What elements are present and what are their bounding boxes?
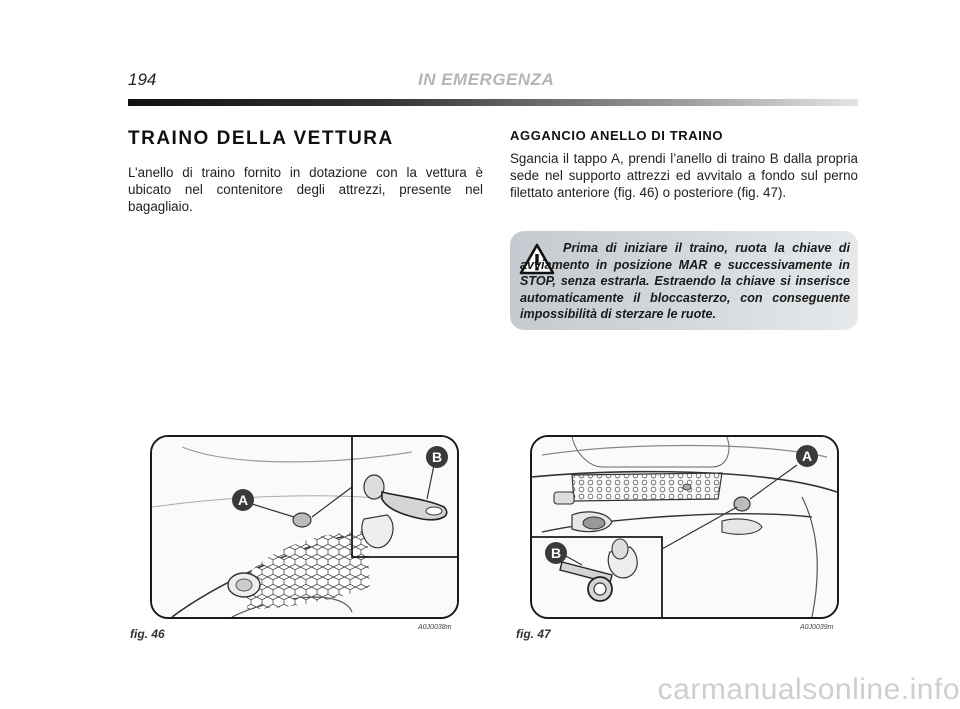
figure-47-label: fig. 47	[516, 627, 551, 641]
warning-text: Prima di iniziare il traino, ruota la chiave di avviamento in posizione MAR e successivamente in STOP, senza estrarla. Estraendo la chiave si inserisce automaticamente il bloccasterzo, con conseguente impossibilità di sterzare le ruote.	[520, 241, 850, 322]
callout-a-fig47: A	[801, 448, 813, 464]
figure-46	[150, 435, 459, 619]
intro-paragraph: L’anello di traino fornito in dotazione con la vettura è ubicato nel contenitore degli attrezzi, presente nel bagagliaio.	[128, 165, 483, 214]
header-rule	[128, 99, 858, 106]
figure-46-code: A0J0038m	[418, 624, 452, 631]
callout-b-fig47: B	[550, 545, 562, 561]
figure-47-code: A0J0039m	[800, 624, 834, 631]
warning-box	[510, 231, 858, 330]
callout-b-fig46: B	[431, 449, 443, 465]
figure-47	[530, 435, 839, 619]
watermark: carmanualsonline.info	[657, 673, 960, 706]
instructions-paragraph: Sgancia il tappo A, prendi l’anello di traino B dalla propria sede nel supporto attrezzi ed avvitalo a fondo sul perno filettato anteriore (fig. 46) o posteriore (fig. 47).	[510, 151, 858, 200]
figure-46-label: fig. 46	[130, 627, 165, 641]
page-number: 194	[128, 70, 157, 89]
subsection-title: AGGANCIO ANELLO DI TRAINO	[510, 128, 724, 143]
section-header: IN EMERGENZA	[418, 70, 555, 89]
callout-a-fig46: A	[237, 492, 249, 508]
section-title: TRAINO DELLA VETTURA	[128, 128, 394, 149]
